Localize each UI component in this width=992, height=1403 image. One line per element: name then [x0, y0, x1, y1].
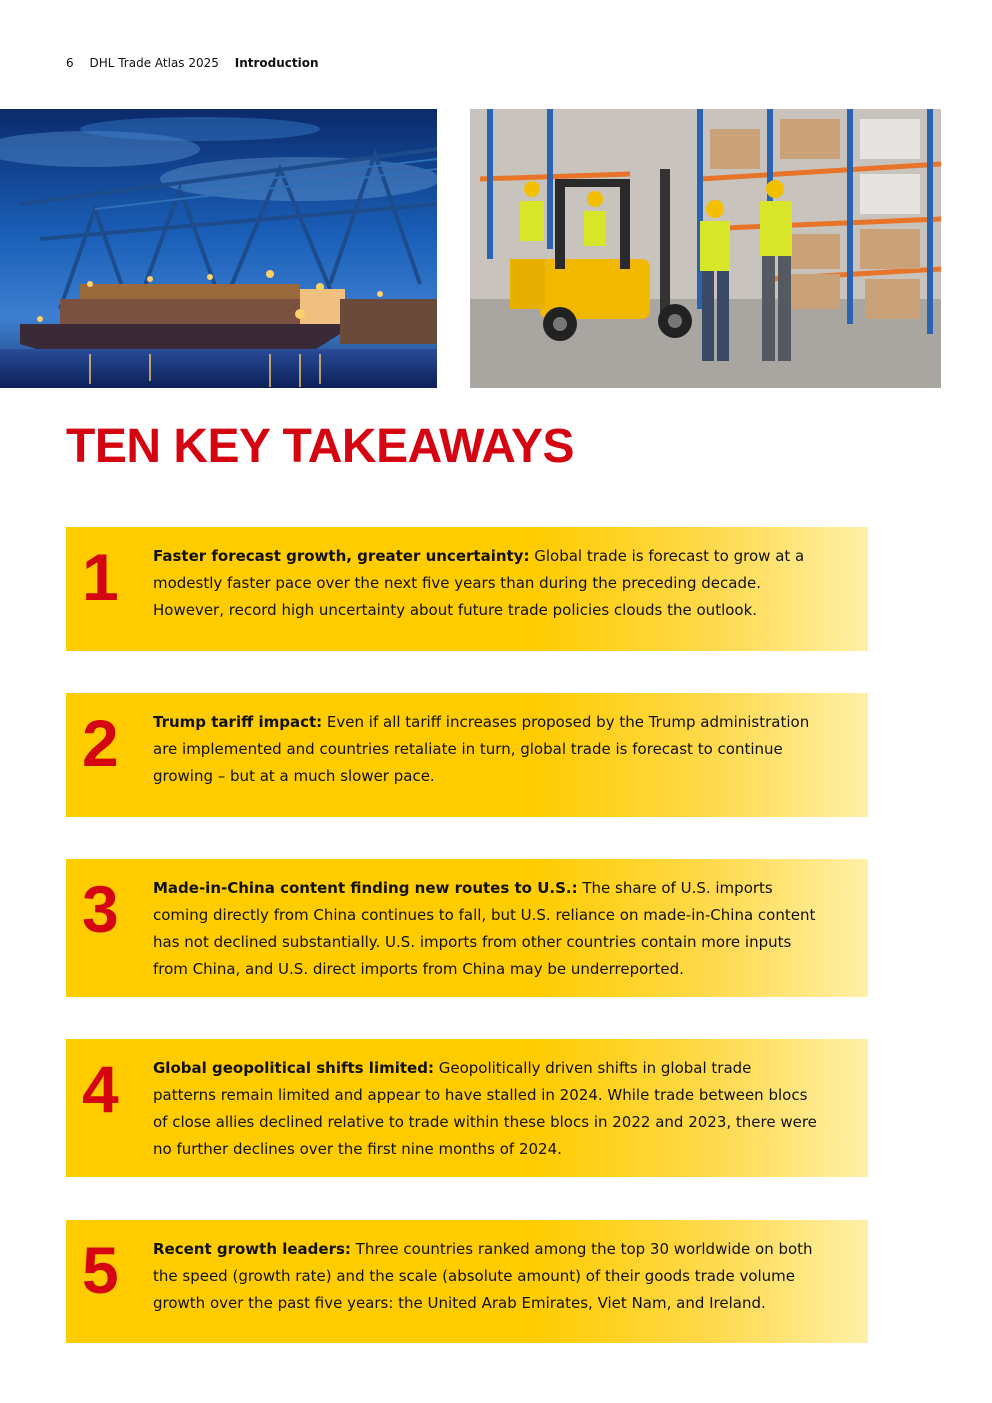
takeaway-heading: Global geopolitical shifts limited:	[153, 1059, 434, 1077]
takeaway-number: 1	[82, 540, 119, 614]
takeaway-text	[153, 543, 818, 624]
takeaway-number: 3	[82, 872, 119, 946]
takeaway-body: Geopolitically driven shifts in global trade patterns remain limited and appear to have stalled in 2024. While trade between blocs of close allies declined relative to trade within these blocs in 2022 and 2023, there were no further declines over the first nine months of 2024.	[153, 1059, 817, 1158]
page-header	[66, 55, 331, 71]
takeaway-card-3	[66, 859, 868, 997]
takeaway-card-1	[66, 527, 868, 651]
takeaway-body: Global trade is forecast to grow at a modestly faster pace over the next five years than during the preceding decade. However, record high uncertainty about future trade policies clouds the outlook.	[153, 547, 805, 619]
takeaway-number: 4	[82, 1052, 119, 1126]
takeaway-body: Even if all tariff increases proposed by the Trump administration are implemented and countries retaliate in turn, global trade is forecast to continue growing – but at a much slower pace.	[153, 713, 810, 785]
takeaway-card-2	[66, 693, 868, 817]
section-title: Introduction	[234, 56, 319, 70]
publication-title: DHL Trade Atlas 2025	[89, 56, 219, 70]
takeaway-card-5	[66, 1220, 868, 1343]
port-at-night-photo	[0, 109, 437, 388]
takeaway-heading: Trump tariff impact:	[153, 713, 323, 731]
takeaway-card-4	[66, 1039, 868, 1177]
takeaway-text	[153, 875, 818, 983]
takeaway-heading: Faster forecast growth, greater uncertainty:	[153, 547, 530, 565]
takeaway-number: 5	[82, 1233, 119, 1307]
takeaway-text	[153, 709, 818, 790]
takeaway-heading: Made-in-China content finding new routes to U.S.:	[153, 879, 578, 897]
takeaway-text	[153, 1236, 818, 1317]
page-title: TEN KEY TAKEAWAYS	[66, 420, 575, 473]
takeaway-heading: Recent growth leaders:	[153, 1240, 351, 1258]
takeaway-body: The share of U.S. imports coming directly from China continues to fall, but U.S. reliance on made-in-China content has not declined substantially. U.S. imports from other countries contain more inputs from China, and U.S. direct imports from China may be underreported.	[153, 879, 816, 978]
takeaway-number: 2	[82, 706, 119, 780]
takeaway-body: Three countries ranked among the top 30 worldwide on both the speed (growth rate) and the scale (absolute amount) of their goods trade volume growth over the past five years: the United Arab Emirates, Viet Nam, and Ireland.	[153, 1240, 813, 1312]
page-number: 6	[66, 56, 74, 70]
takeaway-text	[153, 1055, 818, 1163]
warehouse-forklift-photo	[470, 109, 941, 388]
